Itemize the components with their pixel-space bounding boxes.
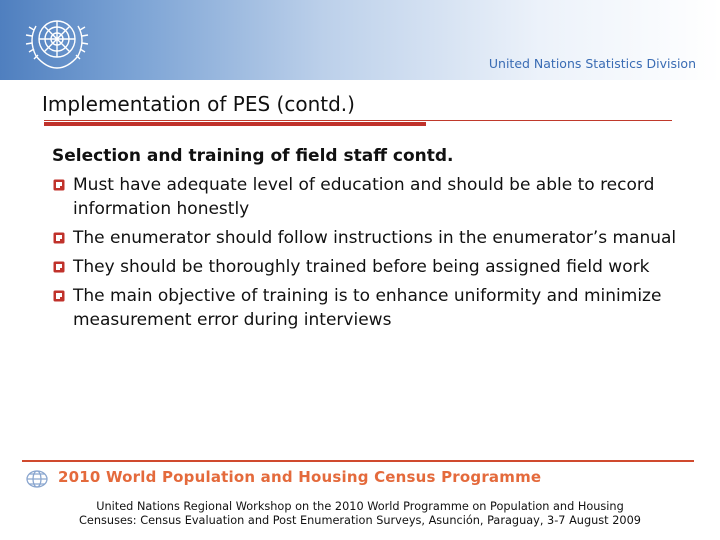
bullet-text: The enumerator should follow instructions in the enumerator’s manual <box>73 228 677 248</box>
bullet-item <box>52 226 682 250</box>
bullet-text: Must have adequate level of education and should be able to record information honestly <box>73 175 655 219</box>
bullet-text: They should be thoroughly trained before being assigned field work <box>73 257 650 277</box>
checkbox-bullet-icon <box>53 179 65 191</box>
footer-line-1: United Nations Regional Workshop on the 2010 World Programme on Population and Housing <box>96 500 624 513</box>
checkbox-bullet-icon <box>53 290 65 302</box>
un-emblem-icon <box>20 8 94 74</box>
bullet-text: The main objective of training is to enhance uniformity and minimize measurement error during interviews <box>73 286 662 330</box>
footer-line-2: Censuses: Census Evaluation and Post Enumeration Surveys, Asunción, Paraguay, 3-7 August 2009 <box>79 514 641 527</box>
slide-title: Implementation of PES (contd.) <box>42 92 355 116</box>
footer <box>0 500 720 528</box>
census-programme-banner <box>22 464 694 494</box>
banner-text: 2010 World Population and Housing Census Programme <box>58 468 542 486</box>
globe-logo-icon <box>24 468 50 490</box>
section-heading: Selection and training of field staff contd. <box>52 146 454 166</box>
slide-body <box>52 144 682 337</box>
bullet-item <box>52 255 682 279</box>
bullet-item <box>52 284 682 332</box>
checkbox-bullet-icon <box>53 232 65 244</box>
bullet-item <box>52 173 682 221</box>
division-name: United Nations Statistics Division <box>488 56 696 71</box>
banner-rule <box>22 460 694 462</box>
checkbox-bullet-icon <box>53 261 65 273</box>
title-underline <box>44 120 672 126</box>
